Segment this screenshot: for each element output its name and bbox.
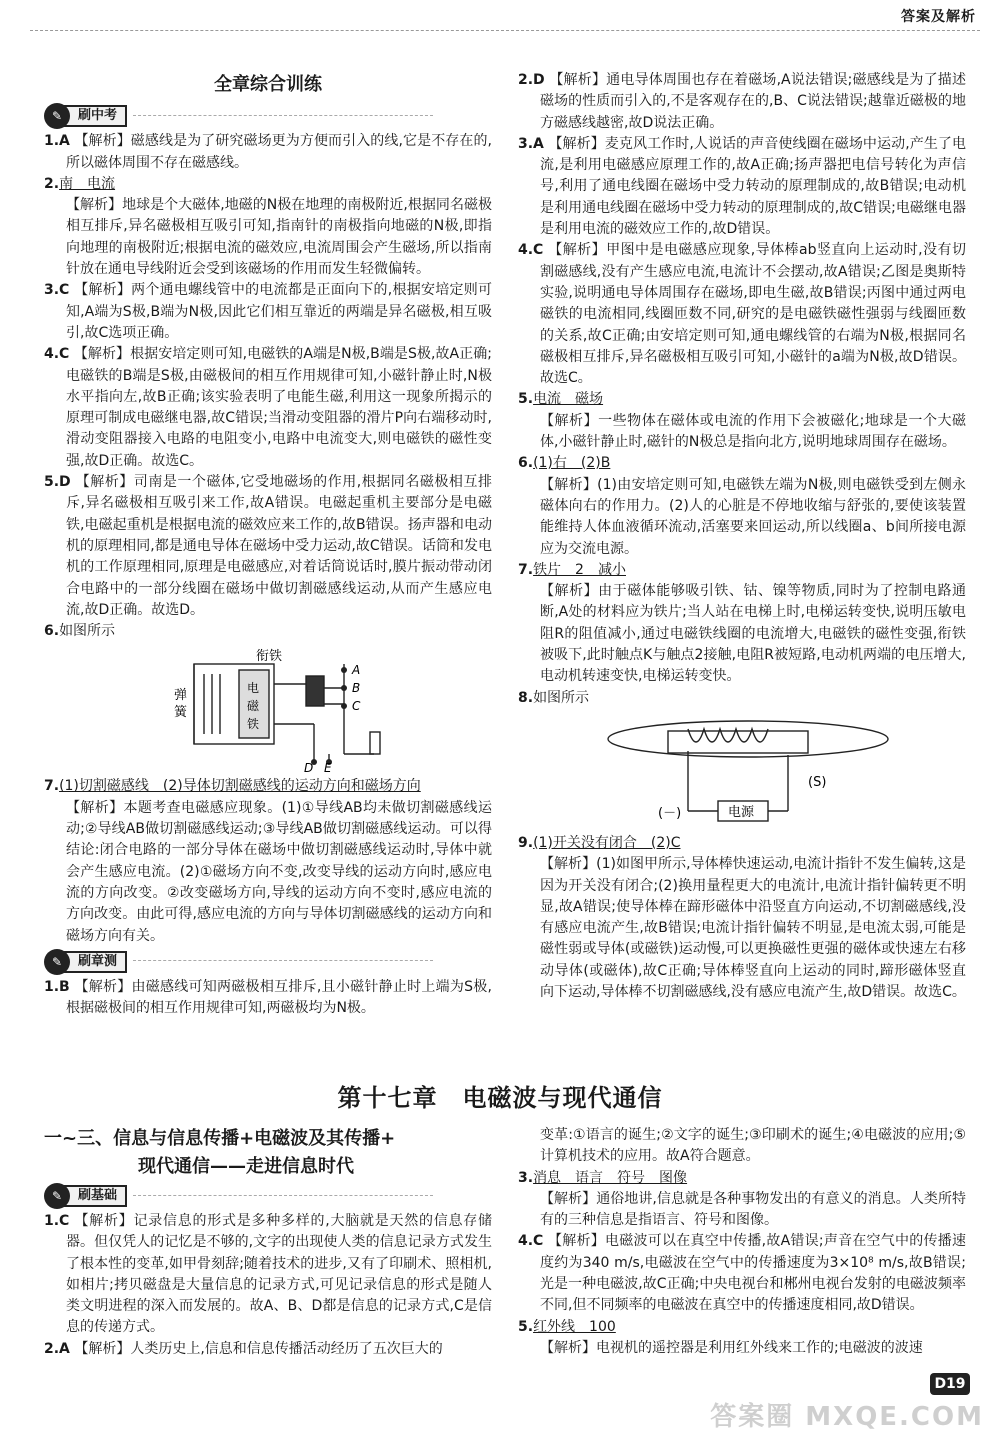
question-r5-text: 【解析】一些物体在磁体或电流的作用下会被磁化;地球是一个大磁体,小磁针静止时,磁针的N极总是指向北方,说明地球周围存在磁场。 [540, 412, 966, 451]
right-column [518, 70, 966, 1003]
question-r2: 2.D 【解析】通电导体周围也存在着磁场,A说法错误;磁感线是为了描述磁场的性质而引入的,不是客观存在的,B、C说法错误;越靠近磁极的地方磁感线越密,故D说法正确。 [518, 72, 966, 131]
label-S: (S) [808, 774, 827, 790]
tag-jichu: ✎ 刷基础 [44, 1185, 127, 1207]
label-magnet-2: 磁 [247, 699, 260, 714]
pencil-icon: ✎ [44, 1183, 70, 1209]
label-C: C [352, 699, 361, 714]
question-3: 3.C 【解析】两个通电螺线管中的电流都是正面向下的,根据安培定则可知,A端为S极,B端为N极,因此它们相互靠近的两端是异名磁极,相互吸引,故C选项正确。 [44, 282, 493, 341]
subsection-title-2: 现代通信——走进信息时代 [138, 1156, 354, 1177]
pencil-icon: ✎ [44, 103, 70, 129]
question-r3: 3.A 【解析】麦克风工作时,人说话的声音使线圈在磁场中运动,产生了电流,是利用电磁感应原理工作的,故A正确;扬声器把电信号转化为声信号,利用了通电线圈在磁场中受力转动的原理制成的,故B错误;电动机是利用通电线圈在磁场中受力转动的原理制成的,故C错误;电磁继电器是利用电流的磁效应工作的,故D错误。 [518, 135, 966, 238]
header-divider [30, 30, 980, 31]
subsection-title-1: 一~三、信息与信息传播+电磁波及其传播+ [44, 1128, 396, 1149]
question-b1: 1.C 【解析】记录信息的形式是多种多样的,大脑就是天然的信息存储器。但仅凭人的记忆是不够的,文字的出现使人类的信息记录方式发生了根本性的变革,如甲骨刻辞;随着技术的进步,又有了印刷术、照相机,如相片;拷贝磁盘是大量信息的记录方式,可见记录信息的形式是随人类文明进程的深入而发展的。故A、B、D都是信息的记录方式,C是信息的传递方式。 [44, 1213, 492, 1336]
question-6: 6.如图所示 [44, 623, 116, 640]
question-b2-cont: 变革:①语言的诞生;②文字的诞生;③印刷术的诞生;④电磁波的应用;⑤计算机技术的应用。故A符合题意。 [540, 1127, 966, 1165]
label-spring-2: 簧 [174, 705, 188, 721]
chapter-title: 第十七章 电磁波与现代通信 [337, 1084, 663, 1112]
bottom-right-column [518, 1125, 966, 1359]
question-2-text: 【解析】地球是个大磁体,地磁的N极在地理的南极附近,根据同名磁极相互排斥,异名磁极相互吸引可知,指南针的南极指向地磁的N极,即指向地理的南极附近;根据电流的磁效应,电流周围会产生磁场,所以指南针放在通电导线附近会受到该磁场的作用而发生轻微偏转。 [66, 197, 492, 278]
tag-zhangce: ✎ 刷章测 [44, 951, 127, 973]
tag-divider [133, 960, 433, 961]
left-column [44, 70, 492, 1019]
label-magnet-1: 电 [247, 681, 260, 696]
label-D: D [304, 761, 314, 775]
bottom-left-column [44, 1125, 492, 1360]
watermark: 答案圈 MXQE.COM [710, 1402, 984, 1432]
label-power: 电源 [728, 804, 755, 820]
relay-circuit-figure [44, 644, 492, 774]
tag-divider [133, 1195, 433, 1196]
question-r5-answer: 5.电流 磁场 [518, 391, 604, 408]
question-b2: 2.A 【解析】人类历史上,信息和信息传播活动经历了五次巨大的 [44, 1340, 443, 1357]
question-5: 5.D 【解析】司南是一个磁体,它受地磁场的作用,根据同名磁极相互排斥,异名磁极相互吸引来工作,故A错误。电磁起重机主要部分是电磁铁,电磁起重机是根据电流的磁效应来工作的,故B错误。扬声器和电动机的原理相同,都是通电导体在磁场中受力运动,故C错误。话筒和发电机的工作原理相同,原理是电磁感应,对着话筒说话时,膜片振动带动闭合电路中的一部分线圈在磁场中做切割磁感线运动,从而产生感应电流,故D正确。故选D。 [44, 474, 492, 618]
section-title: 全章综合训练 [214, 74, 322, 95]
label-magnet-3: 铁 [247, 717, 260, 732]
solenoid-figure [518, 711, 966, 831]
question-zc-1: 1.B 【解析】由磁感线可知两磁极相互排斥,且小磁针静止时上端为S极,根据磁极间的相互作用规律可知,两磁极均为N极。 [44, 978, 492, 1017]
question-2-answer: 2.南 电流 [44, 175, 116, 192]
question-b5-answer: 5.红外线 100 [518, 1318, 616, 1335]
label-armature: 衔铁 [256, 649, 283, 665]
question-b5-text: 【解析】电视机的遥控器是利用红外线来工作的;电磁波的波速 [540, 1339, 923, 1356]
question-r9-answer: 9.(1)开关没有闭合 (2)C [518, 834, 681, 851]
question-r8: 8.如图所示 [518, 689, 590, 706]
label-minus: (－) [658, 805, 682, 821]
question-7-answer: 7.(1)切割磁感线 (2)导体切割磁感线的运动方向和磁场方向 [44, 778, 421, 795]
question-r6-text: 【解析】(1)由安培定则可知,电磁铁左端为N极,则电磁铁受到左侧永磁体向右的作用力。(2)人的心脏是不停地收缩与舒张的,要使该装置能维持人体血液循环流动,活塞要来回运动,所以线圈a、b间所接电源应为交流电源。 [540, 476, 966, 557]
label-B: B [352, 681, 361, 696]
tag-divider [133, 115, 433, 116]
label-A: A [352, 663, 361, 678]
question-r7-text: 【解析】由于磁体能够吸引铁、钴、镍等物质,同时为了控制电路通断,A处的材料应为铁片;当人站在电梯上时,电梯运转变快,说明压敏电阻R的阻值减小,通过电磁铁线圈的电流增大,电磁铁的磁性变强,衔铁被吸下,此时触点K与触点2接触,电阻R被短路,电动机两端的电压增大,电动机转速变快,电梯运转变快。 [540, 583, 966, 685]
question-b4: 4.C 【解析】电磁波可以在真空中传播,故A错误;声音在空气中的传播速度约为340 m/s,电磁波在空气中的传播速度为3×10⁸ m/s,故B错误;光是一种电磁波,故C正确;中央电视台和郴州电视台发射的电磁波频率不同,但不同频率的电磁波在真空中的传播速度相同,故D错误。 [518, 1233, 967, 1314]
question-7-text: 【解析】本题考查电磁感应现象。(1)①导线AB均未做切割磁感线运动;②导线AB做切割磁感线运动;③导线AB做切割磁感线运动。可以得结论:闭合电路的一部分导体在磁场中做切割磁感线运动时,导体中就会产生感应电流。(2)①磁场方向不变,改变导线的运动方向时,感应电流的方向改变。②改变磁场方向,导线的运动方向不变时,感应电流的方向改变。由此可得,感应电流的方向与导体切割磁感线的运动方向和磁场方向有关。 [66, 799, 492, 944]
label-spring-1: 弹 [174, 688, 188, 704]
question-r6-answer: 6.(1)右 (2)B [518, 455, 611, 472]
question-b3-text: 【解析】通俗地讲,信息就是各种事物发出的有意义的消息。人类所特有的三种信息是指语言、符号和图像。 [540, 1190, 966, 1229]
question-4: 4.C 【解析】根据安培定则可知,电磁铁的A端是N极,B端是S极,故A正确;电磁铁的B端是S极,由磁极间的相互作用规律可知,小磁针静止时,N极水平指向左,故B正确;该实验表明了电能生磁,利用这一现象所揭示的原理可制成电磁继电器,故C错误;当滑动变阻器的滑片P向右端移动时,滑动变阻器接入电路的电阻变小,电路中电流变大,则电磁铁的磁性变强,故D正确。故选C。 [44, 346, 492, 469]
header-title: 答案及解析 [901, 9, 976, 25]
question-r7-answer: 7.铁片 2 减小 [518, 561, 626, 578]
label-E: E [324, 761, 332, 775]
pencil-icon: ✎ [44, 949, 70, 975]
question-1: 1.A 【解析】磁感线是为了研究磁场更为方便而引入的线,它是不存在的,所以磁体周围不存在磁感线。 [44, 133, 492, 171]
page-number: D19 [930, 1373, 970, 1395]
tag-zhongkao: ✎ 刷中考 [44, 105, 127, 127]
question-r4: 4.C 【解析】甲图中是电磁感应现象,导体棒ab竖直向上运动时,没有切割磁感线,没有产生感应电流,电流计不会摆动,故A错误;乙图是奥斯特实验,说明通电导体周围存在磁场,即电生磁,故B错误;丙图中通过两电磁铁的电流相同,线圈匝数不同,研究的是电磁铁磁性强弱与线圈匝数的关系,故C正确;由安培定则可知,通电螺线管的右端为N极,根据同名磁极相互排斥,异名磁极相互吸引可知,小磁针的a端为N极,故D错误。故选C。 [518, 242, 966, 387]
question-r9-text: 【解析】(1)如图甲所示,导体棒快速运动,电流计指针不发生偏转,这是因为开关没有闭合;(2)换用量程更大的电流计,电流计指针偏转更不明显,故A错误;使导体棒在蹄形磁体中沿竖直方向运动,不切割磁感线,没有感应电流产生,故B错误;电流计指针偏转不明显,是电流太弱,可能是磁性弱或导体(或磁铁)运动慢,可以更换磁性更强的磁体或快速左右移动导体(或磁体),故C正确;导体棒竖直向上运动的同时,蹄形磁体竖直向下运动,导体棒不切割磁感线,没有感应电流产生,故D错误。故选C。 [540, 856, 966, 1000]
question-b3-answer: 3.消息 语言 符号 图像 [518, 1169, 688, 1186]
